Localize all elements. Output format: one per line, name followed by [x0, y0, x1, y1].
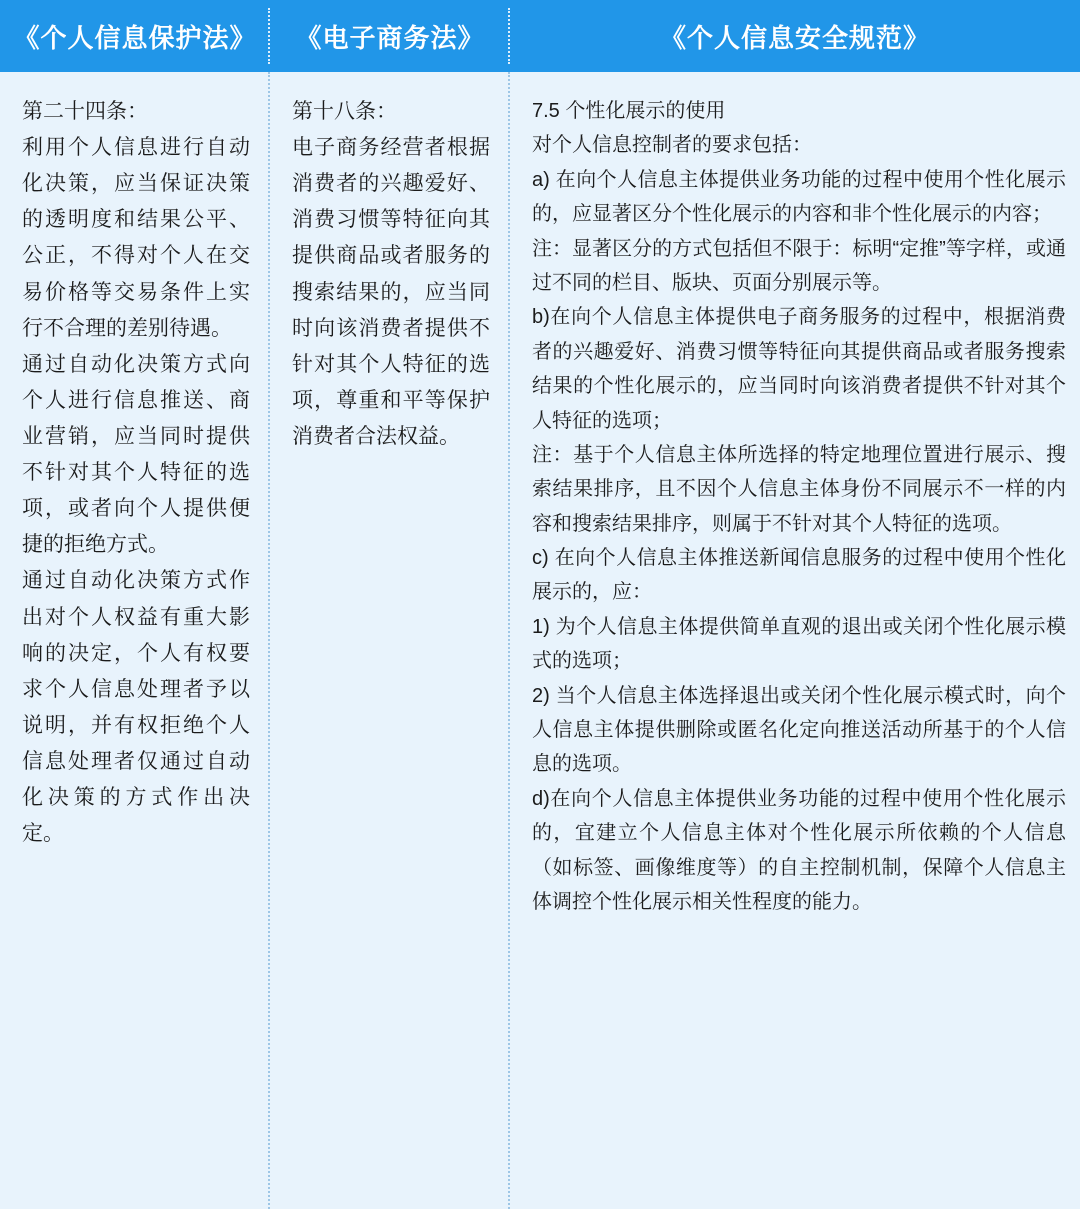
paragraph: 7.5 个性化展示的使用 — [532, 100, 726, 122]
column-body-ppipl — [0, 72, 270, 1209]
paragraph: 通过自动化决策方式向个人进行信息推送、商业营销，应当同时提供不针对其个人特征的选项，或者向个人提供便捷的拒绝方式。 — [22, 352, 250, 557]
paragraph: a) 在向个人信息主体提供业务功能的过程中使用个性化展示的，应显著区分个性化展示的内容和非个性化展示的内容； — [532, 168, 1066, 226]
paragraph: 第十八条： — [292, 100, 397, 123]
paragraph: 注：显著区分的方式包括但不限于：标明“定推”等字样，或通过不同的栏目、版块、页面分别展示等。 — [532, 237, 1066, 294]
column-header-label: 《个人信息安全规范》 — [659, 22, 930, 53]
column-header-ecommerce-law — [270, 0, 510, 72]
paragraph: c) 在向个人信息主体推送新闻信息服务的过程中使用个性化展示的，应： — [532, 547, 1066, 604]
column-header-pi-security-spec — [510, 0, 1080, 72]
paragraph: d)在向个人信息主体提供业务功能的过程中使用个性化展示的，宜建立个人信息主体对个性化展示所依赖的个人信息（如标签、画像维度等）的自主控制机制，保障个人信息主体调控个性化展示相关性程度的能力。 — [532, 787, 1066, 913]
paragraph: 1) 为个人信息主体提供简单直观的退出或关闭个性化展示模式的选项； — [532, 615, 1066, 673]
table-body-row — [0, 72, 1080, 1209]
paragraph: 注：基于个人信息主体所选择的特定地理位置进行展示、搜索结果排序，且不因个人信息主体身份不同展示不一样的内容和搜索结果排序，则属于不针对其个人特征的选项。 — [532, 443, 1066, 535]
column-body-pi-security-spec — [510, 72, 1080, 1209]
column-body-ecommerce-law — [270, 72, 510, 1209]
column-header-ppipl — [0, 0, 270, 72]
paragraph: 2) 当个人信息主体选择退出或关闭个性化展示模式时，向个人信息主体提供删除或匿名化定向推送活动所基于的个人信息的选项。 — [532, 684, 1066, 776]
paragraph: 对个人信息控制者的要求包括： — [532, 134, 812, 157]
paragraph: 通过自动化决策方式作出对个人权益有重大影响的决定，个人有权要求个人信息处理者予以说明，并有权拒绝个人信息处理者仅通过自动化决策的方式作出决定。 — [22, 569, 250, 846]
table-header-row — [0, 0, 1080, 72]
paragraph: 第二十四条： — [22, 100, 148, 123]
paragraph: 利用个人信息进行自动化决策，应当保证决策的透明度和结果公平、公正，不得对个人在交易价格等交易条件上实行不合理的差别待遇。 — [22, 136, 250, 340]
paragraph: b)在向个人信息主体提供电子商务服务的过程中，根据消费者的兴趣爱好、消费习惯等特征向其提供商品或者服务搜索结果的个性化展示的，应当同时向该消费者提供不针对其个人特征的选项； — [532, 306, 1066, 432]
paragraph: 电子商务经营者根据消费者的兴趣爱好、消费习惯等特征向其提供商品或者服务的搜索结果的，应当同时向该消费者提供不针对其个人特征的选项，尊重和平等保护消费者合法权益。 — [292, 136, 490, 448]
column-header-label: 《电子商务法》 — [295, 22, 485, 53]
column-header-label: 《个人信息保护法》 — [13, 22, 257, 53]
